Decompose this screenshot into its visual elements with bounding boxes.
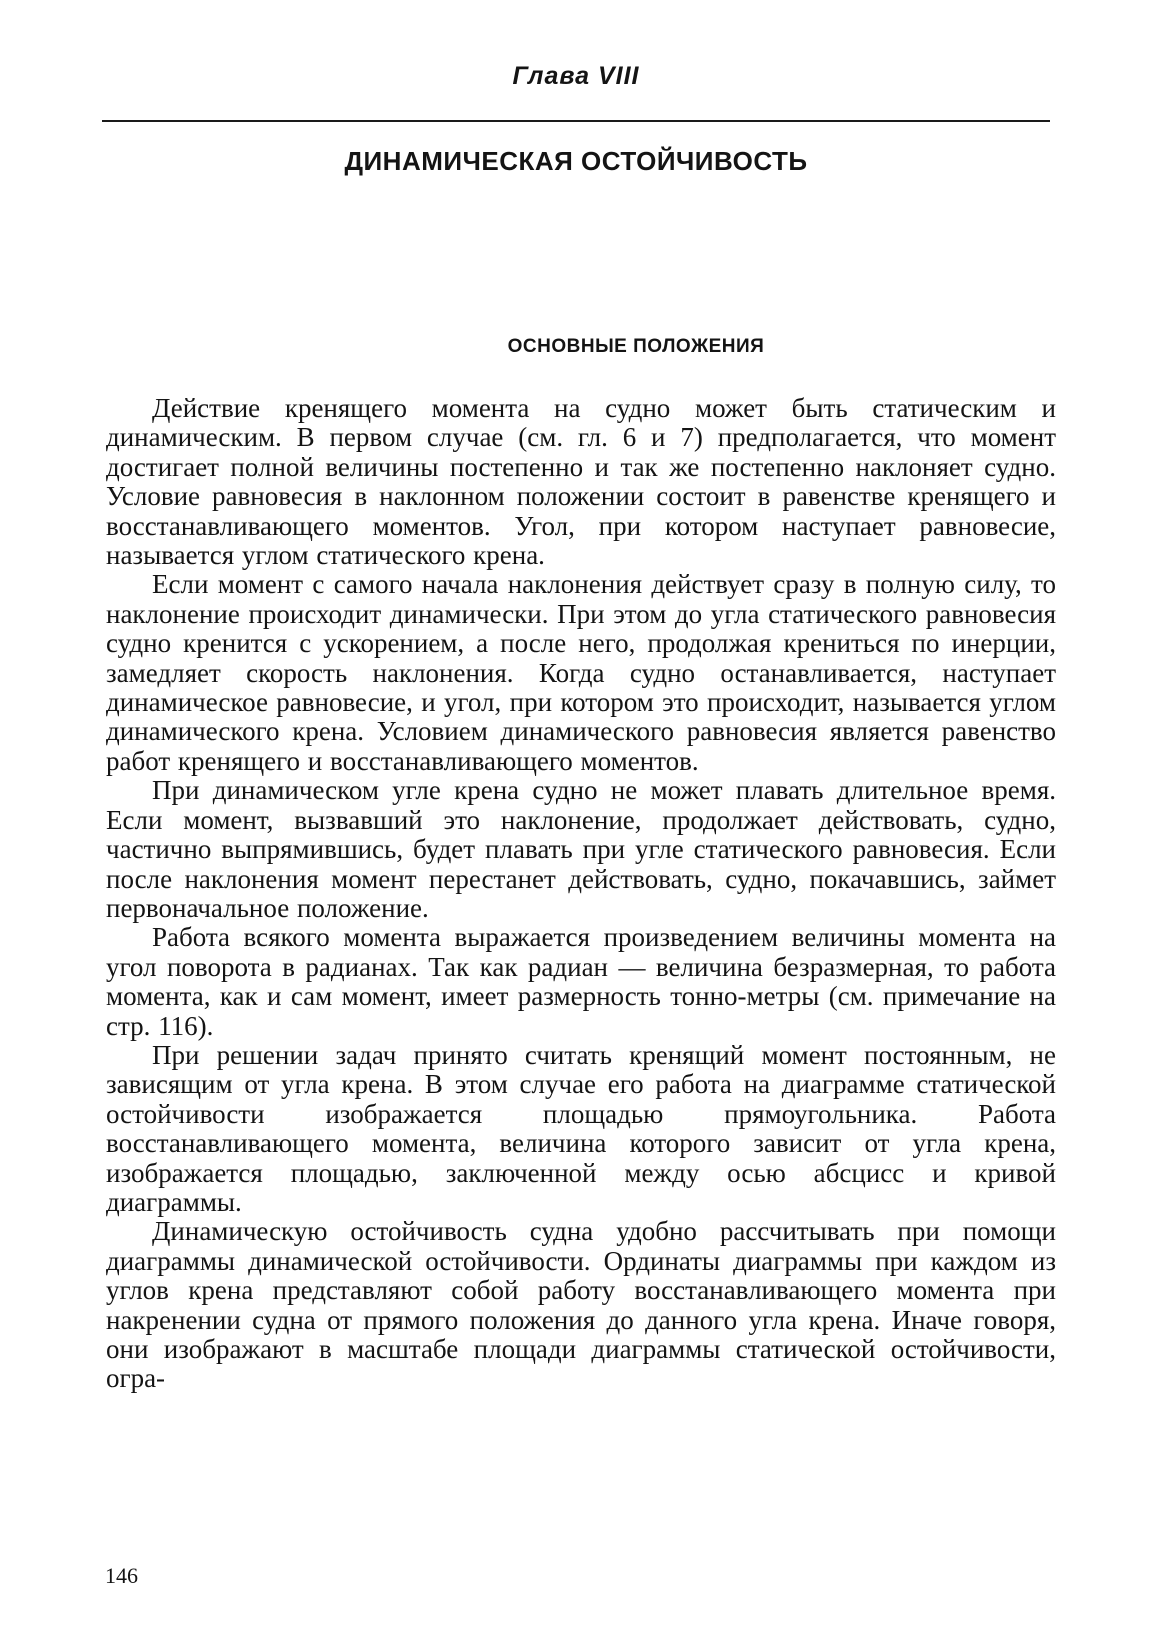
paragraph: При решении задач принято считать кренящий момент постоянным, не зависящим от угла крена. В этом случае его работа на диаграмме статической остойчивости изображается площадью прямоугольника. Работа восстанавливающего момента, величина которого зависит от угла крена, изображается площадью, заключенной между осью абсцисс и кривой диаграммы. — [106, 1039, 1056, 1217]
paragraph: Динамическую остойчивость судна удобно рассчитывать при помощи диаграммы динамической остойчивости. Ординаты диаграммы при каждом из углов крена представляют собой работу восстанавливающего момента при накренении судна от прямого положения до данного угла крена. Иначе говоря, они изображают в масштабе площади диаграммы статической остойчивости, огра- — [106, 1216, 1056, 1394]
header-rule — [102, 120, 1050, 122]
paragraph: При динамическом угле крена судно не может плавать длительное время. Если момент, вызвавший это наклонение, продолжает действовать, судно, частично выпрямившись, будет плавать при угле статического равновесия. Если после наклонения момент перестанет действовать, судно, покачавшись, займет первоначальное положение. — [106, 775, 1056, 923]
section-title: ОСНОВНЫЕ ПОЛОЖЕНИЯ — [507, 336, 765, 357]
chapter-label: Глава VIII — [512, 62, 640, 90]
paragraph: Если момент с самого начала наклонения действует сразу в полную силу, то наклонение происходит динамически. При этом до угла статического равновесия судно кренится с ускорением, а после него, продолжая крениться по инерции, замедляет скорость наклонения. Когда судно останавливается, наступает динамическое равновесие, и угол, при котором это происходит, называется углом динамического крена. Условием динамического равновесия является равенство работ кренящего и восстанавливающего моментов. — [106, 569, 1056, 776]
paragraph: Работа всякого момента выражается произведением величины момента на угол поворота в радианах. Так как радиан — величина безразмерная, то работа момента, как и сам момент, имеет размерность тонно-метры (см. примечание на стр. 116). — [106, 922, 1056, 1041]
chapter-title: ДИНАМИЧЕСКАЯ ОСТОЙЧИВОСТЬ — [344, 146, 808, 176]
paragraph: Действие кренящего момента на судно может быть статическим и динамическим. В первом случае (см. гл. 6 и 7) предполагается, что момент достигает полной величины постепенно и так же постепенно наклоняет судно. Условие равновесия в наклонном положении состоит в равенстве кренящего и восстанавливающего моментов. Угол, при котором наступает равновесие, называется углом статического крена. — [106, 393, 1056, 571]
page-number: 146 — [105, 1563, 138, 1588]
body-text — [106, 394, 1056, 1394]
